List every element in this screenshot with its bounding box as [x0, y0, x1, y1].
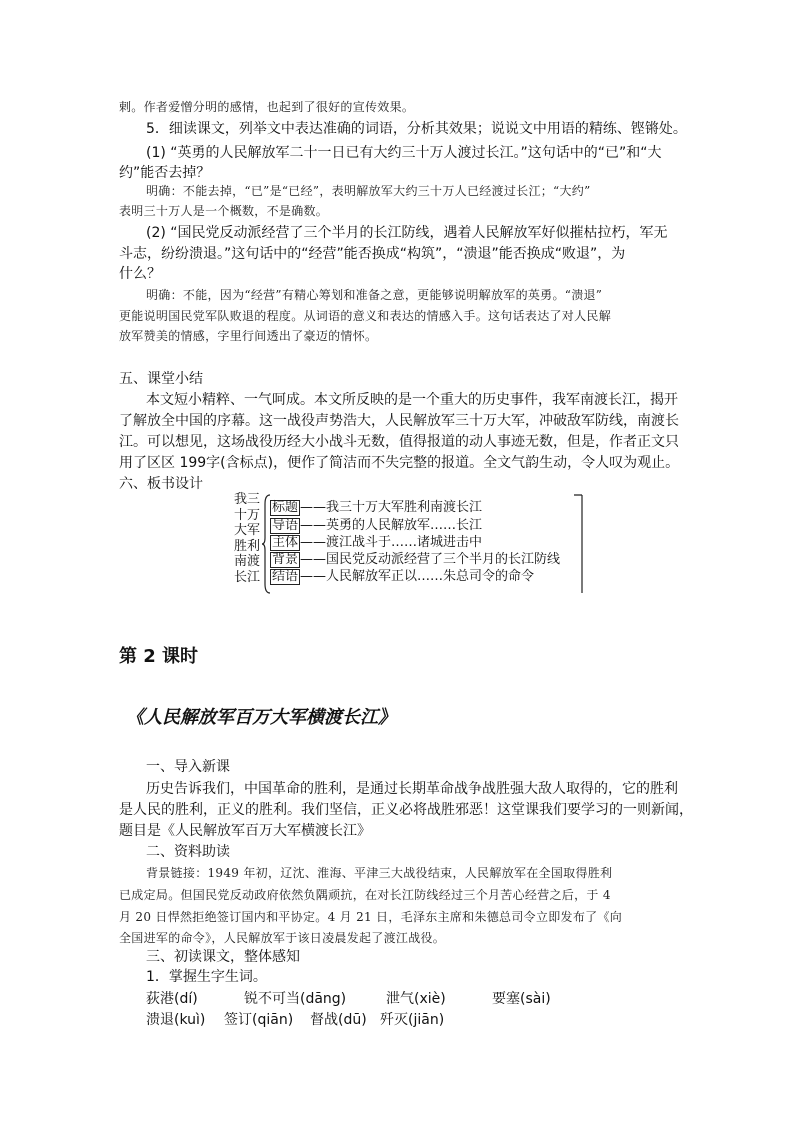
text-line: 表明三十万人是一个概数，不是确数。	[119, 204, 329, 218]
text-line: 明确：不能去掉，“已”是“已经”，表明解放军大约三十万人已经渡过长江；“大约”	[146, 184, 591, 198]
vocab-item: 锐不可当(dāng)	[244, 991, 347, 1007]
text-line: 什么？	[119, 266, 161, 282]
vocab-row	[146, 1009, 444, 1031]
section-heading: 二、资料助读	[146, 844, 230, 860]
section-heading: 五、课堂小结	[119, 371, 203, 387]
board-row-text: 英勇的人民解放军……长江	[326, 518, 483, 533]
text-line: 月 20 日悍然拒绝签订国内和平协定。4 月 21 日，毛泽东主席和朱德总司令立即发布了《向	[119, 910, 623, 924]
text-line: 本文短小精粹、一气呵成。本文所反映的是一个重大的历史事件，我军南渡长江，揭开	[146, 392, 678, 408]
board-design	[234, 492, 594, 596]
board-side-line: 长江	[234, 569, 261, 585]
text-line: 明确：不能，因为“经营”有精心筹划和准备之意，更能够说明解放军的英勇。“溃退”	[146, 288, 603, 302]
board-row-text: 国民党反动派经营了三个半月的长江防线	[326, 552, 561, 567]
text-line: (1) “英勇的人民解放军二十一日已有大约三十万人渡过长江。”这句话中的“已”和“大	[146, 145, 662, 161]
text-line: 题目是《人民解放军百万大军横渡长江》	[119, 823, 371, 839]
vocab-item: 签订(qiān)	[224, 1012, 294, 1028]
vocab-row	[146, 988, 551, 1010]
board-side-line: 我三	[234, 492, 261, 507]
lesson-title: 第 2 课时	[119, 646, 199, 667]
board-row-tag: 标题	[272, 500, 299, 515]
board-side-line: 十万	[234, 507, 261, 523]
vocab-item: 歼灭(jiān)	[380, 1012, 445, 1028]
board-row: 背景 ——国民党反动派经营了三个半月的长江防线	[272, 552, 561, 567]
vocab-item: 督战(dū)	[310, 1012, 367, 1028]
text-line: 5．细读课文，列举文中表达准确的词语，分析其效果；说说文中用语的精练、铿锵处。	[146, 121, 687, 137]
board-row-text: 人民解放军正以……朱总司令的命令	[326, 569, 535, 584]
board-side-line: 大军	[234, 523, 261, 538]
section-heading: 一、导入新课	[146, 759, 230, 775]
board-side-line: 胜利	[234, 538, 261, 554]
vocab-item: 荻港(dí)	[146, 991, 198, 1007]
board-row: 标题 ——我三十万大军胜利南渡长江	[272, 500, 483, 515]
board-row: 主体 ——渡江战斗于……诸城进击中	[272, 535, 483, 550]
vocab-item: 要塞(sài)	[492, 991, 551, 1007]
text-line: 放军赞美的情感，字里行间透出了豪迈的情怀。	[119, 329, 378, 343]
board-row-tag: 主体	[272, 535, 299, 550]
text-line: 背景链接：1949 年初，辽沈、淮海、平津三大战役结束，人民解放军在全国取得胜利	[146, 866, 613, 880]
board-row-text: 渡江战斗于……诸城进击中	[326, 535, 483, 550]
text-line: 1．掌握生字生词。	[146, 969, 267, 985]
text-line: 江。可以想见，这场战役历经大小战斗无数，值得报道的动人事迹无数，但是，作者正文只	[119, 434, 679, 450]
board-row-text: 我三十万大军胜利南渡长江	[326, 500, 483, 515]
section-heading: 三、初读课文，整体感知	[146, 949, 300, 965]
article-title: 《人民解放军百万大军横渡长江》	[126, 707, 396, 728]
text-line: 是人民的胜利，正义的胜利。我们坚信，正义必将战胜邪恶！这堂课我们要学习的一则新闻，	[119, 802, 693, 818]
text-line: (2) “国民党反动派经营了三个半月的长江防线，遇着人民解放军好似摧枯拉朽，军无	[146, 225, 668, 241]
text-line: 更能说明国民党军队败退的程度。从词语的意义和表达的情感入手。这句话表达了对人民解	[119, 309, 612, 323]
text-line: 历史告诉我们，中国革命的胜利，是通过长期革命战争战胜强大敌人取得的，它的胜利	[146, 781, 678, 797]
board-row-tag: 导语	[272, 518, 299, 533]
board-row: 导语 ——英勇的人民解放军……长江	[272, 518, 483, 533]
vocab-item: 泄气(xiè)	[386, 991, 446, 1007]
text-line: 约”能否去掉？	[119, 165, 211, 181]
board-side-title	[234, 492, 262, 585]
text-line: 已成定局。但国民党反动政府依然负隅顽抗，在对长江防线经过三个月苦心经营之后，于 4	[119, 888, 611, 902]
board-row: 结语 ——人民解放军正以……朱总司令的命令	[272, 569, 535, 584]
vocab-item: 溃退(kuì)	[146, 1012, 206, 1028]
board-row-tag: 背景	[272, 552, 299, 567]
board-row-tag: 结语	[272, 569, 299, 584]
text-line: 全国进军的命令》，人民解放军于该日凌晨发起了渡江战役。	[119, 931, 446, 945]
text-line: 剌。作者爱憎分明的感情，也起到了很好的宣传效果。	[119, 100, 415, 114]
right-brace	[572, 494, 586, 594]
text-line: 用了区区 199字(含标点)，便作了简洁而不失完整的报道。全文气韵生动，令人叹为观止。	[119, 455, 680, 471]
text-line: 了解放全中国的序幕。这一战役声势浩大，人民解放军三十万大军，冲破敌军防线，南渡长	[119, 413, 679, 429]
text-line: 斗志，纷纷溃退。”这句话中的“经营”能否换成“构筑”，“溃退”能否换成“败退”，为	[119, 246, 626, 262]
board-side-line: 南渡	[234, 554, 261, 569]
section-heading: 六、板书设计	[119, 476, 203, 492]
